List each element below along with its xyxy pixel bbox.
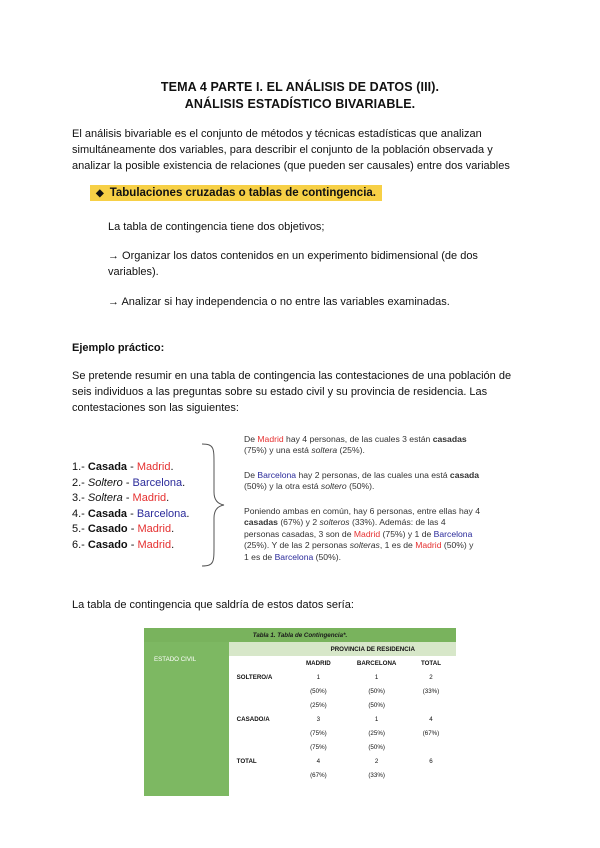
table-cell — [229, 726, 290, 740]
table-cell: (33%) — [406, 684, 456, 698]
table-corner — [144, 642, 229, 656]
table-cell: (50%) — [347, 740, 406, 754]
civil-status-header: ESTADO CIVIL — [144, 656, 229, 796]
intro-paragraph: El análisis bivariable es el conjunto de métodos y técnicas estadísticas que analizan simultáneamente dos variables, para describir el conjunto de la población observada y analizar la posible existencia de relaciones (que pueden ser causales) entre dos variables — [72, 128, 510, 172]
note-madrid: De Madrid hay 4 personas, de las cuales 3 están casadas (75%) y una está soltera (25%). — [244, 434, 467, 456]
table-cell — [229, 656, 290, 670]
row-casado: CASADO/A — [229, 712, 290, 726]
list-item: 3.- Soltera - Madrid. — [72, 492, 170, 504]
table-cell: (50%) — [347, 684, 406, 698]
table-cell: 1 — [347, 670, 406, 684]
section-heading — [90, 185, 382, 201]
row-total: TOTAL — [229, 754, 290, 768]
page-title-line2: ANÁLISIS ESTADÍSTICO BIVARIABLE. — [184, 97, 416, 111]
table-cell — [406, 768, 456, 782]
table-cell — [406, 698, 456, 712]
objective-1: → Organizar los datos contenidos en un experimento bidimensional (de dos variables). — [108, 250, 478, 278]
answers-list — [72, 460, 189, 553]
table-cell: (67%) — [290, 768, 348, 782]
table-cell — [347, 782, 406, 796]
list-item: 2.- Soltero - Barcelona. — [72, 476, 186, 489]
col-madrid: MADRID — [290, 656, 348, 670]
table-cell — [229, 684, 290, 698]
table-caption: Tabla 1. Tabla de Contingencia*. — [144, 628, 456, 642]
note-barcelona: De Barcelona hay 2 personas, de las cuales una está casada (50%) y la otra está soltero (50%). — [244, 470, 480, 492]
table-cell: (50%) — [347, 698, 406, 712]
table-intro: La tabla de contingencia que saldría de estos datos sería: — [72, 599, 354, 611]
table-cell: 2 — [406, 670, 456, 684]
table-cell — [290, 782, 348, 796]
list-item: 6.- Casado - Madrid. — [72, 538, 175, 551]
list-item: 5.- Casado - Madrid. — [72, 523, 175, 535]
province-header: PROVINCIA DE RESIDENCIA — [290, 642, 457, 656]
table-cell — [229, 768, 290, 782]
example-paragraph: Se pretende resumir en una tabla de contingencia las contestaciones de una población de seis individuos a las preguntas sobre su estado civil y su provincia de residencia. Las contestaciones son las siguientes: — [72, 370, 512, 414]
list-item: 4.- Casada - Barcelona. — [72, 507, 190, 520]
table-cell: 6 — [406, 754, 456, 768]
list-item: 1.- Casada - Madrid. — [72, 461, 174, 473]
contingency-table — [144, 628, 456, 796]
table-cell — [229, 698, 290, 712]
section-heading-text: Tabulaciones cruzadas o tablas de contingencia. — [109, 187, 376, 199]
diamond-bullet-icon: ◆ — [96, 188, 104, 199]
curly-brace-icon — [196, 440, 226, 570]
table-cell: (50%) — [290, 684, 348, 698]
row-soltero: SOLTERO/A — [229, 670, 290, 684]
table-cell — [406, 782, 456, 796]
table-cell: (75%) — [290, 726, 348, 740]
objective-2: → Analizar si hay independencia o no entre las variables examinadas. — [108, 296, 450, 308]
table-cell: 3 — [290, 712, 348, 726]
table-cell: (25%) — [290, 698, 348, 712]
table-cell: (75%) — [290, 740, 348, 754]
objectives-intro: La tabla de contingencia tiene dos objetivos; — [108, 221, 325, 233]
example-heading: Ejemplo práctico: — [72, 342, 165, 354]
table-cell: (25%) — [347, 726, 406, 740]
note-combined: Poniendo ambas en común, hay 6 personas, entre ellas hay 4 casadas (67%) y 2 solteros (33%). Además: de las 4 personas casadas, 3 son de Madrid (75%) y 1 de Barcelona (25%). Y de las 2 personas solteras, 1 es de Madrid (50%) y 1 es de Barcelona (50%). — [244, 506, 481, 562]
col-total: TOTAL — [406, 656, 456, 670]
table-cell: 2 — [347, 754, 406, 768]
col-barcelona: BARCELONA — [347, 656, 406, 670]
page-title-line1: TEMA 4 PARTE I. EL ANÁLISIS DE DATOS (III). — [160, 80, 440, 94]
table-cell: 1 — [347, 712, 406, 726]
table-cell — [229, 782, 290, 796]
table-cell — [406, 740, 456, 754]
table-cell: (67%) — [406, 726, 456, 740]
table-cell: 4 — [406, 712, 456, 726]
table-sub-blank — [229, 642, 290, 656]
table-cell: 1 — [290, 670, 348, 684]
table-cell: (33%) — [347, 768, 406, 782]
table-cell — [229, 740, 290, 754]
table-cell: 4 — [290, 754, 348, 768]
